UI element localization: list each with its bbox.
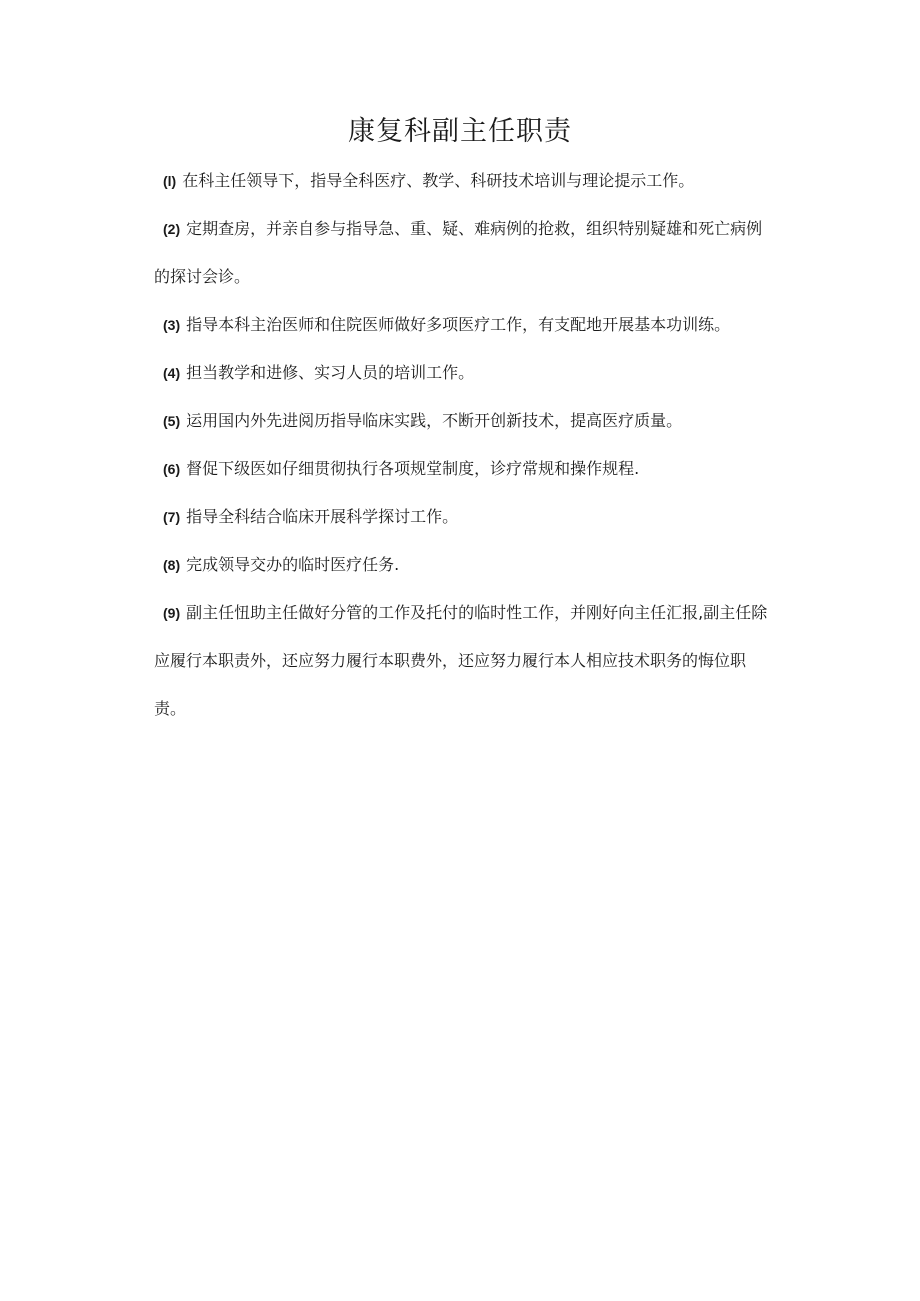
item-number: (5) (163, 413, 181, 429)
item-number: (7) (163, 509, 181, 525)
duty-item (154, 445, 774, 493)
item-number: (2) (163, 221, 181, 237)
item-number: (9) (163, 605, 181, 621)
item-text: 指导本科主治医师和住院医师做好多项医疗工作，有支配地开展基本功训练。 (186, 315, 731, 334)
item-text: 定期查房，并亲自参与指导急、重、疑、难病例的抢救，组织特别疑雄和死亡病例的探讨会诊。 (154, 219, 763, 286)
document-title: 康复科副主任职责 (348, 116, 572, 147)
duty-item (154, 493, 774, 541)
item-text: 指导全科结合临床开展科学探讨工作。 (186, 507, 459, 526)
item-number: (l) (163, 173, 177, 189)
item-number: (8) (163, 557, 181, 573)
item-text: 运用国内外先进阅历指导临床实践，不断开创新技术，提高医疗质量。 (186, 411, 683, 430)
duty-item (154, 205, 774, 301)
item-text: 在科主任领导下，指导全科医疗、教学、科研技术培训与理论提示工作。 (182, 171, 695, 190)
item-number: (6) (163, 461, 181, 477)
duty-item (154, 589, 774, 733)
item-text: 督促下级医如仔细贯彻执行各项规堂制度，诊疗常规和操作规程. (186, 459, 640, 478)
duty-item (154, 157, 774, 205)
duty-item (154, 541, 774, 589)
item-number: (4) (163, 365, 181, 381)
duty-item (154, 397, 774, 445)
item-text: 完成领导交办的临时医疗任务. (186, 555, 400, 574)
duty-item (154, 301, 774, 349)
item-number: (3) (163, 317, 181, 333)
item-text: 副主任忸助主任做好分管的工作及托付的临时性工作，并刚好向主任汇报,副主任除应履行本职责外，还应努力履行本职费外，还应努力履行本人相应技术职务的悔位职责。 (154, 603, 768, 718)
duty-list (154, 157, 774, 733)
item-text: 担当教学和进修、实习人员的培训工作。 (186, 363, 475, 382)
duty-item (154, 349, 774, 397)
